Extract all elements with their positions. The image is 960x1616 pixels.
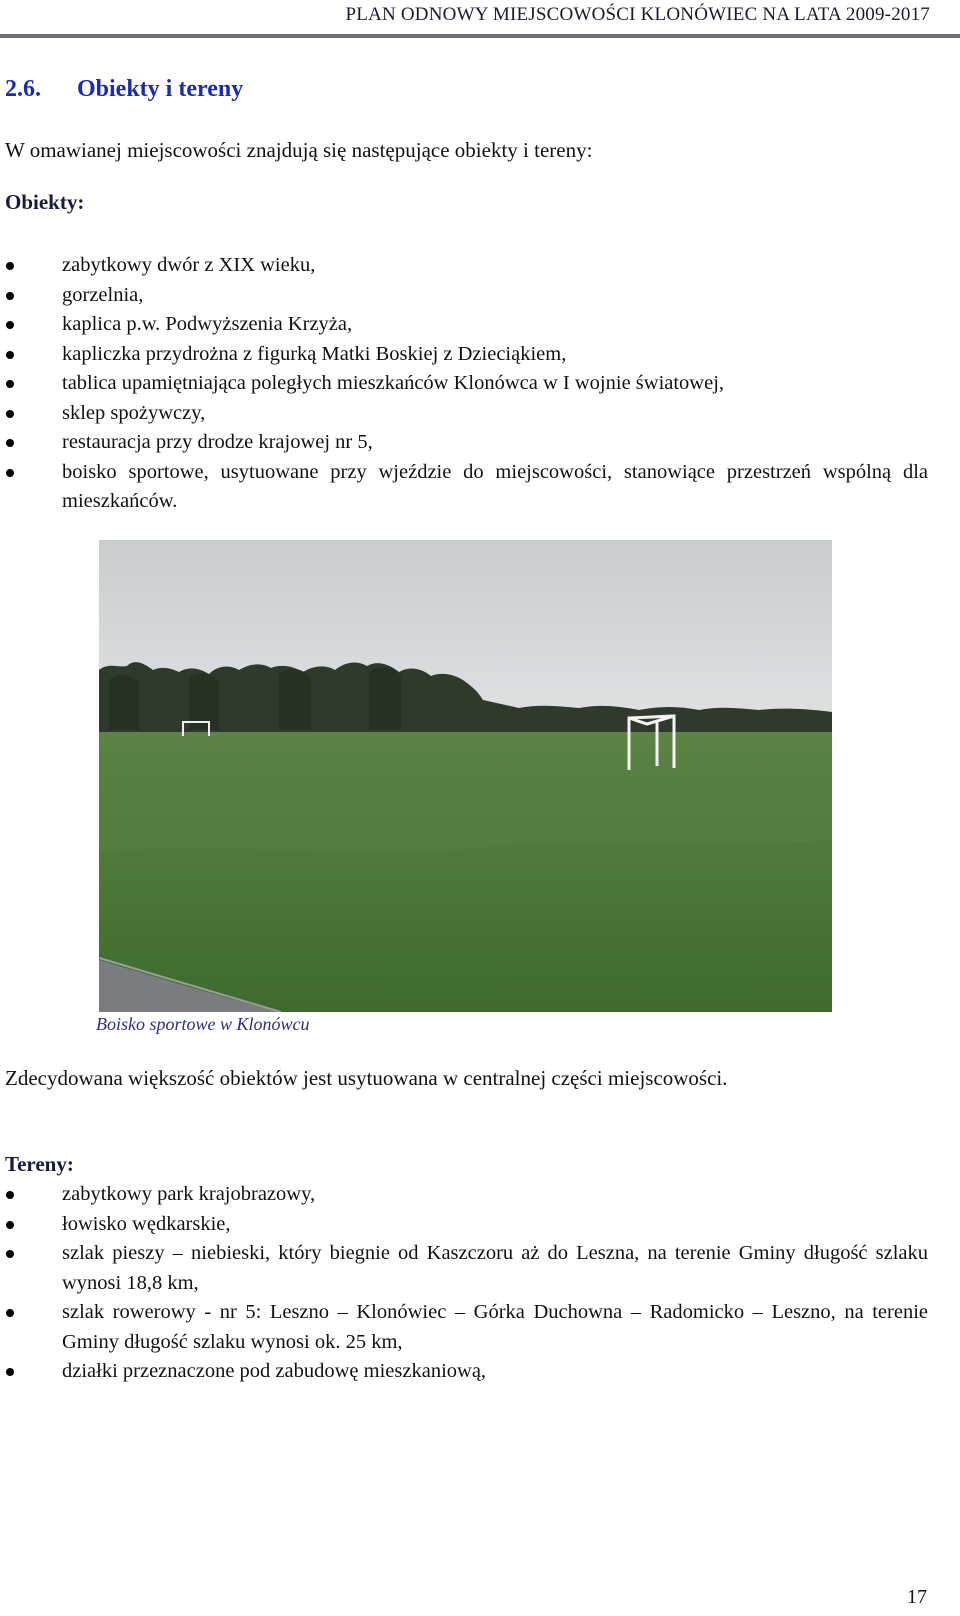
section-number: 2.6. — [5, 76, 41, 102]
list-item: szlak pieszy – niebieski, który biegnie od Kaszczoru aż do Leszna, na terenie Gminy długość szlaku wynosi 18,8 km, — [0, 1239, 928, 1298]
summary-paragraph: Zdecydowana większość obiektów jest usytuowana w centralnej części miejscowości. — [5, 1066, 728, 1090]
running-header: PLAN ODNOWY MIEJSCOWOŚCI KLONÓWIEC NA LATA 2009-2017 — [345, 4, 930, 25]
photo-caption: Boisko sportowe w Klonówcu — [96, 1014, 310, 1034]
section-title-text: Obiekty i tereny — [77, 76, 244, 102]
objects-heading: Obiekty: — [5, 190, 85, 214]
objects-list — [0, 251, 928, 517]
list-item: gorzelnia, — [0, 281, 928, 311]
list-item: działki przeznaczone pod zabudowę mieszkaniową, — [0, 1357, 928, 1387]
list-item: sklep spożywczy, — [0, 399, 928, 429]
list-item: szlak rowerowy - nr 5: Leszno – Klonówiec – Górka Duchowna – Radomicko – Leszno, na terenie Gminy długość szlaku wynosi ok. 25 km, — [0, 1298, 928, 1357]
list-item: tablica upamiętniająca poległych mieszkańców Klonówca w I wojnie światowej, — [0, 369, 928, 399]
areas-list — [0, 1180, 928, 1387]
list-item: zabytkowy park krajobrazowy, — [0, 1180, 928, 1210]
field-texture — [99, 795, 832, 852]
section-title — [5, 76, 243, 103]
header-rule — [0, 34, 960, 38]
list-item: kaplica p.w. Podwyższenia Krzyża, — [0, 310, 928, 340]
field — [99, 732, 832, 1012]
list-item: łowisko wędkarskie, — [0, 1210, 928, 1240]
list-item: boisko sportowe, usytuowane przy wjeździe do miejscowości, stanowiące przestrzeń wspólną dla mieszkańców. — [0, 458, 928, 517]
page-number: 17 — [907, 1586, 927, 1608]
photo-illustration — [99, 540, 832, 1012]
intro-paragraph: W omawianej miejscowości znajdują się następujące obiekty i tereny: — [5, 138, 593, 162]
sports-field-photo — [99, 540, 832, 1012]
areas-heading: Tereny: — [5, 1152, 74, 1176]
list-item: zabytkowy dwór z XIX wieku, — [0, 251, 928, 281]
list-item: restauracja przy drodze krajowej nr 5, — [0, 428, 928, 458]
list-item: kapliczka przydrożna z figurką Matki Boskiej z Dzieciąkiem, — [0, 340, 928, 370]
